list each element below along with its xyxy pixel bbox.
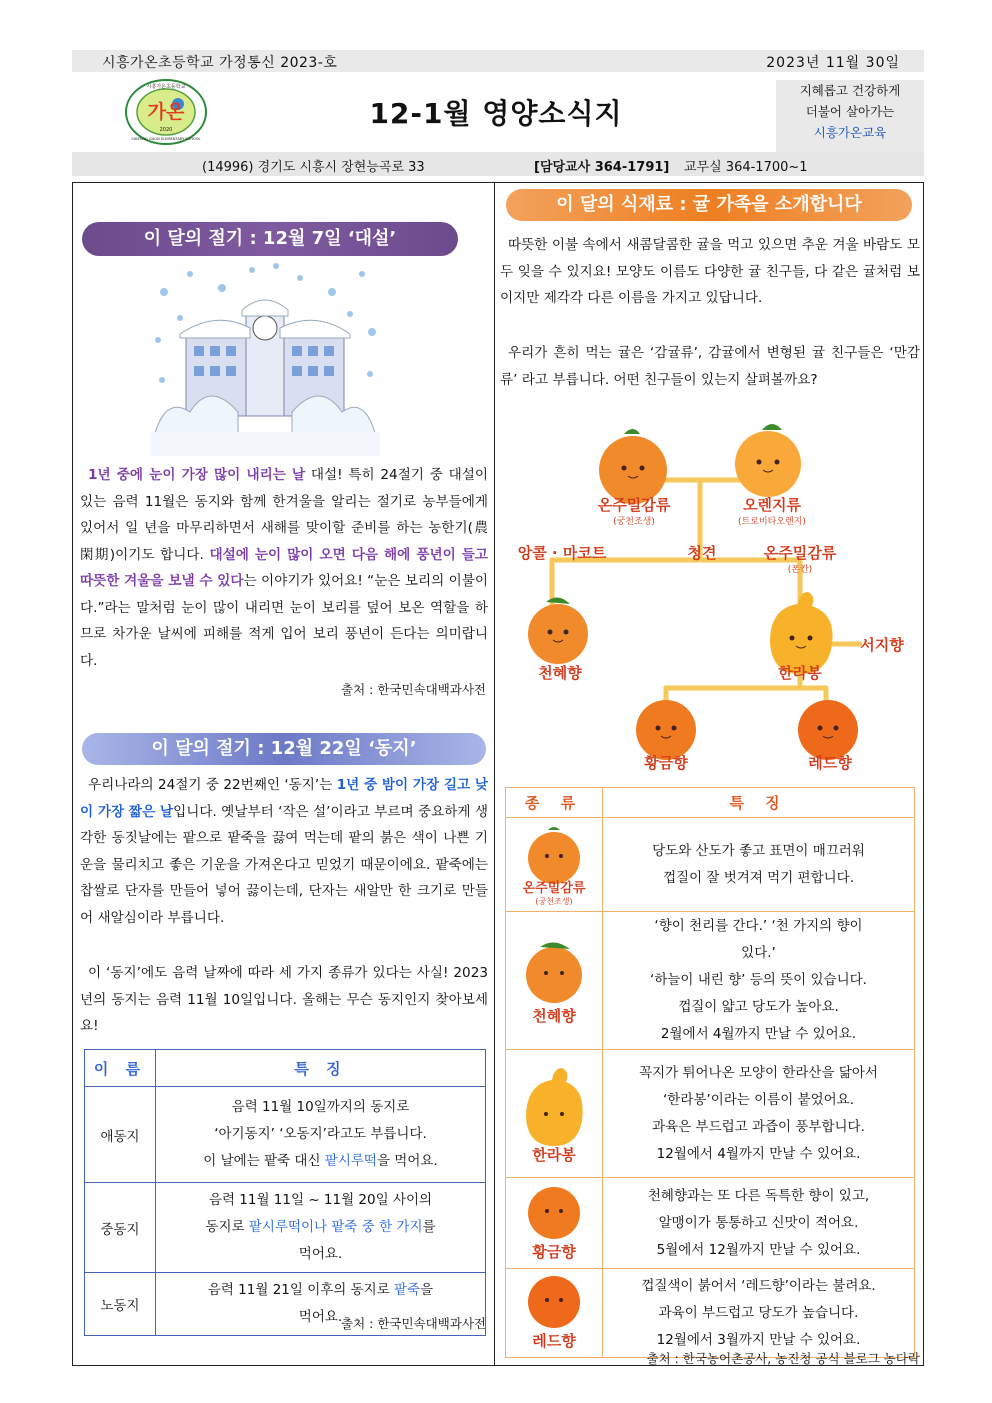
dongji-name-ae: 애동지 — [85, 1087, 156, 1183]
dongji-types-table — [84, 1049, 486, 1336]
diag-cheonhye: 천혜향 — [538, 664, 582, 682]
diag-chunggyeon: 청견 — [687, 544, 717, 562]
daeseol-highlight-1: 1년 중에 눈이 가장 많이 내리는 날 — [88, 467, 306, 483]
cheonhye-table-icon — [514, 931, 594, 1027]
desc-line: 당도와 산도가 좋고 표면이 매끄러워 — [652, 842, 865, 859]
desc-line: 12월에서 3월까지 만날 수 있어요. — [656, 1331, 861, 1348]
citrus-desc-red — [603, 1269, 915, 1358]
desc-highlight: 팥죽 — [394, 1282, 421, 1298]
desc-line: ‘아기동지’ ‘오동지’라고도 부릅니다. — [214, 1126, 427, 1142]
hwanggeum-table-icon — [514, 1179, 594, 1263]
citrus-paragraph-1: 따뜻한 이불 속에서 새콤달콤한 귤을 먹고 있으면 추운 겨울 바람도 모두 잊을 수 있지요! 모양도 이름도 다양한 귤 친구들, 다 같은 귤처럼 보이지만 제각각 다른 이름을 가지고 있답니다. — [500, 237, 920, 306]
citrus-type-cheonhye — [506, 912, 603, 1050]
desc-highlight: 팥시루떡이나 팥죽 중 한 가지 — [248, 1219, 423, 1235]
row-label-hwanggeum: 황금향 — [532, 1243, 576, 1261]
dongji-col-name: 이 름 — [85, 1050, 156, 1087]
citrus-family-diagram — [500, 420, 920, 780]
desc-line: 2월에서 4월까지 만날 수 있어요. — [660, 1026, 857, 1042]
dongji-name-no: 노동지 — [85, 1273, 156, 1336]
desc-line: 꼭지가 튀어나온 모양이 한라산을 닮아서 — [639, 1064, 878, 1081]
section-heading-daeseol: 이 달의 절기 : 12월 7일 ‘대설’ — [82, 222, 458, 256]
red-orange-icon — [798, 700, 858, 760]
desc-text: 음력 11월 21일 이후의 동지로 — [207, 1282, 395, 1298]
desc-line — [162, 1214, 479, 1241]
desc-highlight: 팥시루떡 — [324, 1153, 377, 1169]
citrus-desc-hwanggeum — [603, 1178, 915, 1269]
dongji-desc-jung — [156, 1183, 486, 1273]
citrus-desc-onju — [603, 818, 915, 912]
desc-line: 과육이 부드럽고 당도가 높습니다. — [658, 1304, 859, 1321]
daeseol-source: 출처 : 한국민속대백과사전 — [341, 682, 486, 697]
desc-line: 있다.’ — [741, 945, 776, 961]
desc-line: 껍질이 잘 벗겨져 먹기 편합니다. — [663, 869, 854, 886]
desc-line: 5월에서 12월까지 만날 수 있어요. — [656, 1241, 861, 1258]
diag-orange-sub: (트로비타오렌지) — [738, 517, 806, 527]
dongji-text-1: 우리나라의 24절기 중 22번째인 ‘동지’는 — [88, 777, 337, 793]
column-divider — [494, 182, 495, 1366]
dongji-desc-ae — [156, 1087, 486, 1183]
daeseol-highlight-2: 대설에 눈이 많이 오면 다음 해에 풍년이 들고 따뜻한 겨울을 보낼 수 있다 — [80, 546, 489, 589]
office-contact: 교무실 364-1700~1 — [684, 160, 808, 175]
onju-table-icon — [514, 820, 594, 906]
citrus-paragraph-2: 우리가 흔히 먹는 귤은 ‘감귤류’, 감귤에서 변형된 귤 친구들은 ‘만감류’ 라고 부릅니다. 어떤 친구들이 있는지 살펴볼까요? — [500, 345, 920, 388]
diag-orange: 오렌지류 — [743, 496, 801, 514]
logo-text: 가온 — [147, 101, 185, 123]
daeseol-text-2: 는 이야기가 있어요! “눈은 보리의 이불이다.”라는 말처럼 눈이 많이 내리면 눈이 보리를 덮어 보온 역할을 하므로 차가운 날씨에 피해를 적게 입어 보리 풍년이 든다는 의미랍니다. — [80, 573, 488, 669]
desc-line: ‘향이 천리를 간다.’ ‘천 가지의 향이 — [654, 918, 863, 934]
diag-red: 레드향 — [808, 754, 852, 772]
row-label-onju: 온주밀감류 — [522, 880, 586, 896]
diag-onju2-sub: (폰칸) — [787, 565, 813, 575]
daeseol-text-1: 대설! 특히 24절기 중 대설이 있는 음력 11월은 동지와 함께 한겨울을 알리는 절기로 농부들에게 있어서 일 년을 마무리하면서 새해를 맞이할 준비를 하는 농한기(農閑期)이기도 합니다. — [80, 467, 488, 563]
motto-line-3: 시흥가온교육 — [813, 125, 887, 140]
desc-line — [162, 1148, 479, 1175]
desc-line: 음력 11월 11일 ~ 11월 20일 사이의 — [208, 1192, 433, 1208]
citrus-col-desc: 특 징 — [603, 788, 915, 818]
school-motto — [776, 80, 924, 152]
section-heading-citrus: 이 달의 식재료 : 귤 가족을 소개합니다 — [506, 189, 912, 221]
onju-orange-icon — [599, 429, 667, 504]
citrus-source: 출처 : 한국농어촌공사, 농진청 공식 블로그 농다락 — [646, 1351, 920, 1366]
desc-line: 알맹이가 통통하고 신맛이 적어요. — [658, 1214, 859, 1231]
diag-hwanggeum: 황금향 — [644, 754, 688, 772]
diag-onju: 온주밀감류 — [597, 496, 671, 514]
row-label-hallabong: 한라봉 — [532, 1145, 576, 1162]
snowy-school-illustration — [150, 262, 380, 456]
orange-family-icon — [735, 424, 801, 497]
section-heading-dongji: 이 달의 절기 : 12월 22일 ‘동지’ — [82, 733, 486, 765]
dongji-name-jung: 중동지 — [85, 1183, 156, 1273]
diag-onju2: 온주밀감류 — [763, 544, 837, 562]
diag-hallabong: 한라봉 — [778, 664, 822, 682]
desc-line: ‘한라봉’이라는 이름이 붙었어요. — [663, 1091, 854, 1108]
desc-text: 를 — [422, 1219, 436, 1235]
logo-bottom-text: SIHEUNG GAON ELEMENTARY SCHOOL — [131, 137, 201, 141]
dongji-source: 출처 : 한국민속대백과사전 — [341, 1316, 486, 1331]
row-label-cheonhye: 천혜향 — [532, 1006, 576, 1025]
dongji-text-2: 입니다. 옛날부터 ‘작은 설’이라고 부르며 중요하게 생각한 동짓날에는 팥으로 팥죽을 끓여 먹는데 팥의 붉은 색이 나쁜 기운을 물리치고 좋은 기운을 가져온다고 믿었기 때문이에요. 팥죽에는 찹쌀로 단자를 만들어 넣어 끓이는데, 단자는 새알만 한 크기로 만들어 새알심이라 부릅니다. — [80, 803, 488, 926]
hallabong-orange-icon — [770, 592, 833, 674]
desc-line: ‘하늘이 내린 향’ 등의 뜻이 있습니다. — [650, 972, 867, 988]
school-issue: 시흥가온초등학교 가정통신 2023-호 — [102, 55, 338, 71]
logo-year: 2020 — [159, 127, 173, 133]
issue-date: 2023년 11월 30일 — [766, 55, 900, 71]
desc-line: 껍질이 얇고 당도가 높아요. — [678, 999, 839, 1015]
cheonhye-orange-icon — [528, 597, 588, 664]
desc-line: 껍질색이 붉어서 ‘레드향’이라는 불려요. — [641, 1277, 876, 1294]
hwanggeum-orange-icon — [636, 700, 696, 760]
citrus-col-type: 종 류 — [506, 788, 603, 818]
address-bar — [72, 152, 924, 176]
dongji-highlight: 1년 중 밤이 가장 길고 낮이 가장 짧은 날 — [80, 777, 488, 820]
daeseol-paragraph — [80, 462, 488, 674]
citrus-desc-cheonhye — [603, 912, 915, 1050]
row-sub-onju: (궁천조생) — [535, 896, 573, 906]
desc-line: 먹어요. — [298, 1246, 343, 1262]
citrus-type-hallabong — [506, 1050, 603, 1178]
desc-line — [162, 1277, 479, 1304]
citrus-type-onju — [506, 818, 603, 912]
desc-line: 음력 11월 10일까지의 동지로 — [231, 1099, 410, 1115]
dongji-paragraph-2: 이 ‘동지’에도 음력 날짜에 따라 세 가지 종류가 있다는 사실! 2023년의 동지는 음력 11월 10일입니다. 올해는 무슨 동지인지 찾아보세요! — [80, 965, 488, 1034]
desc-text: 동지로 — [205, 1219, 249, 1235]
citrus-type-red — [506, 1269, 603, 1358]
diag-ankol: 앙콜 · 마코트 — [517, 544, 607, 562]
diag-seojihyang: 서지향 — [860, 636, 904, 654]
logo-top-text: 시흥가온초등학교 — [146, 84, 186, 90]
teacher-contact: [담당교사 364-1791] — [534, 160, 670, 175]
desc-text: 이 날에는 팥죽 대신 — [203, 1153, 325, 1169]
desc-text: 을 — [420, 1282, 434, 1298]
citrus-types-table — [505, 787, 915, 1358]
diag-onju-sub: (궁천조생) — [613, 517, 655, 527]
dongji-col-desc: 특 징 — [156, 1050, 486, 1087]
row-label-red: 레드향 — [532, 1332, 576, 1350]
header-bar — [72, 50, 924, 72]
desc-text: 을 먹어요. — [376, 1153, 438, 1169]
desc-line: 과육은 부드럽고 과즙이 풍부합니다. — [652, 1118, 865, 1135]
desc-line: 천혜향과는 또 다른 독특한 향이 있고, — [647, 1187, 870, 1204]
dongji-paragraph — [80, 772, 488, 931]
motto-line-2: 더불어 살아가는 — [805, 104, 895, 119]
motto-line-1: 지혜롭고 건강하게 — [799, 83, 901, 98]
page-title: 12-1월 영양소식지 — [369, 97, 623, 130]
desc-line: 12월에서 4월까지 만날 수 있어요. — [656, 1145, 861, 1162]
citrus-type-hwanggeum — [506, 1178, 603, 1269]
desc-line: 먹어요. — [298, 1309, 343, 1325]
hallabong-table-icon — [514, 1062, 594, 1162]
citrus-desc-hallabong — [603, 1050, 915, 1178]
red-table-icon — [514, 1270, 594, 1352]
school-address: (14996) 경기도 시흥시 장현능곡로 33 — [202, 160, 425, 175]
